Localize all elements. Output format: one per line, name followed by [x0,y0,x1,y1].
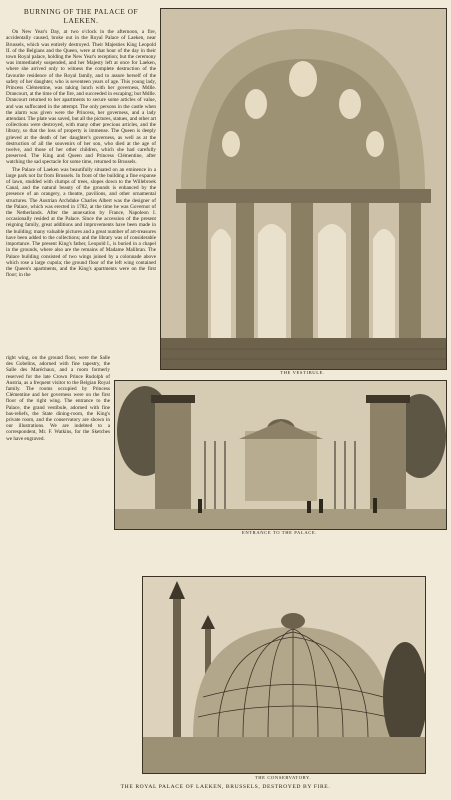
entrance-caption: ENTRANCE TO THE PALACE. [241,530,318,535]
entrance-illustration [115,381,446,529]
vestibule-illustration [161,9,446,369]
article-paragraph-2: The Palace of Laeken was beautifully situated on an eminence in a large park not far from Brussels. In front of the building a fine expanse of lawn, studded with clumps of trees, slopes down to the Willebroek Canal, and the natural beauty of the grounds is enhanced by the presence of an orangery, a theatre, pavilions, and other ornamental structures. The Austrian Archduke Charles Albert was the designer of the Palace, which was erected in 1782, at the time he was Governor of the Netherlands. After the annexation by France, Napoleon I. occasionally resided at the Palace. Since the accession of the present reigning family, great additions and improvements have been made in the building; many valuable pictures and a great number of art-treasures have been added to the collections; and the library was of considerable importance. The present King's father, Leopold I., is buried in a chapel in the grounds, where also are the remains of Madame Malibran. The Palace building consisted of two wings joined by a colonnade above which rose a large cupola; the ground floor of the left wing contained the Queen's apartments, and the King's apartments were on the first floor; in the [6,166,156,279]
entrance-engraving [114,380,447,530]
conservatory-caption: THE CONSERVATORY. [254,775,312,780]
article-title: BURNING OF THE PALACE OF LAEKEN. [23,7,139,25]
article-paragraph-1: On New Year's Day, at two o'clock in the afternoon, a fire, accidentally caused, broke out in the Royal Palace of Laeken, near Brussels, which was entirely destroyed. Their Majesties King Leopold II. of the Belgians and the Queen, were at that hour of the day in their town Royal palace, holding the New Year's reception; but the ceremony was immediately suspended, and her Majesty left at once for Laeken, where she arrived only to witness the complete destruction of the favourite residence of the Royal family, and to assure herself of the safety of her daughter, who is seventeen years of age. This young lady, Princess Clémentine, was taking lunch with her governess, Mdlle. Drancourt, at the time of the fire, and succeeded in escaping; but Mdlle. Drancourt returned to her apartments to secure some articles of value, and was suffocated in the attempt. The only persons in the castle when the alarm was given were the Princess, her governess, and a lady attendant. The plate was saved, but all the pictures, statues, and other art collections were destroyed, with many other precious articles, and the library, so that the loss of property is immense. The Queen is deeply grieved at the death of her daughter's governess, as well as at the destruction of all the souvenirs of her son, who died at the age of twelve, and those of her other children, which she had carefully preserved. The King and Queen and Princess Clémentine, after watching the sad spectacle for some time, returned to Brussels. [6,29,157,166]
article-continuation [6,355,110,442]
article-paragraph-3: right wing, on the ground floor, were the Salle des Gobelins, adorned with fine tapestry, the Salle des Maréchaux, and a room formerly reserved for the late Crown Prince Rudolph of Austria, as a frequent visitor to the Belgian Royal family. The rooms occupied by Princess Clémentine and her governess were on the first floor of the right wing. The entrance to the Palace, the grand vestibule, adorned with fine bas-reliefs, the State dining-room, the King's private room, and the conservatory are shown in our illustrations. We are indebted to a correspondent, Mr. F. Watkins, for the Sketches we have engraved. [6,355,110,442]
page-main-caption: THE ROYAL PALACE OF LAEKEN, BRUSSELS, DESTROYED BY FIRE. [120,784,331,790]
vestibule-engraving [160,8,447,370]
conservatory-illustration [143,577,425,773]
article-column [6,8,156,279]
conservatory-engraving [142,576,426,774]
vestibule-caption: THE VESTIBULE. [280,370,325,375]
